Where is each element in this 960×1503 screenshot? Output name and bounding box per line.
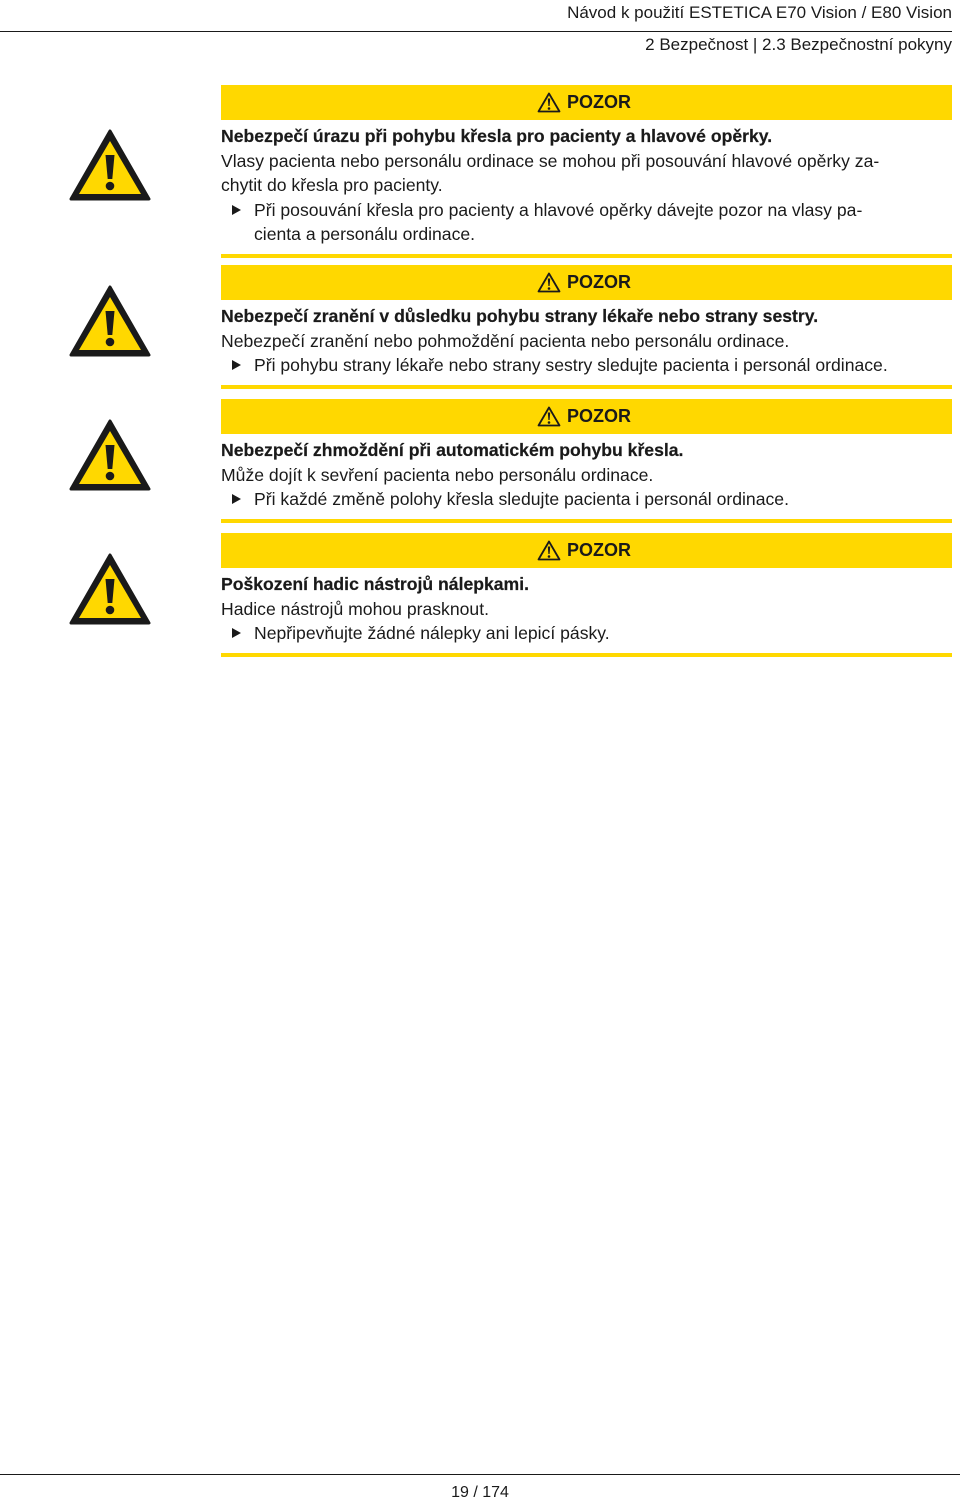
warning-headline: Nebezpečí zhmoždění při automatickém pohybu křesla.: [221, 440, 684, 460]
warning-headline: Poškození hadic nástrojů nálepkami.: [221, 574, 529, 594]
warning-signal-bar: [221, 265, 952, 300]
warning-description: Nebezpečí zranění nebo pohmoždění pacienta nebo personálu ordinace.: [221, 330, 790, 351]
warning-signal-bar: [221, 533, 952, 568]
warning-bottom-rule: [221, 519, 952, 523]
signal-word: POZOR: [567, 92, 632, 112]
arrow-right-icon: [232, 360, 241, 370]
warning-notice: [221, 265, 952, 389]
warning-action: Při každé změně polohy křesla sledujte pacienta i personál ordinace.: [221, 487, 952, 512]
warning-triangle-icon: [69, 129, 151, 201]
section-breadcrumb: 2 Bezpečnost | 2.3 Bezpečnostní pokyny: [645, 35, 952, 54]
signal-word: POZOR: [567, 540, 632, 560]
header-divider: [0, 31, 952, 32]
signal-word: POZOR: [567, 272, 632, 292]
warning-signal-bar: [221, 85, 952, 120]
warning-headline: Nebezpečí úrazu při pohybu křesla pro pacienty a hlavové opěrky.: [221, 126, 773, 146]
warning-notice: [221, 399, 952, 523]
warning-description: Hadice nástrojů mohou prasknout.: [221, 598, 489, 619]
warning-notice: [221, 533, 952, 657]
warning-triangle-icon: [69, 285, 151, 357]
warning-action: Při posouvání křesla pro pacienty a hlavové opěrky dávejte pozor na vlasy pa- cienta a personálu ordinace.: [221, 198, 952, 247]
page-number: 19 / 174: [451, 1484, 509, 1501]
signal-word: POZOR: [567, 406, 632, 426]
warning-description: Vlasy pacienta nebo personálu ordinace se mohou při posouvání hlavové opěrky za- chytit do křesla pro pacienty.: [221, 150, 880, 195]
arrow-right-icon: [232, 628, 241, 638]
warning-bottom-rule: [221, 254, 952, 258]
warning-bottom-rule: [221, 385, 952, 389]
small-warning-icon: [537, 406, 561, 427]
small-warning-icon: [537, 92, 561, 113]
warning-headline: Nebezpečí zranění v důsledku pohybu strany lékaře nebo strany sestry.: [221, 306, 819, 326]
warning-signal-bar: [221, 399, 952, 434]
document-title: Návod k použití ESTETICA E70 Vision / E80 Vision: [567, 3, 952, 22]
warning-triangle-icon: [69, 553, 151, 625]
warning-description: Může dojít k sevření pacienta nebo personálu ordinace.: [221, 464, 654, 485]
warning-action: Nepřipevňujte žádné nálepky ani lepicí pásky.: [221, 621, 952, 646]
arrow-right-icon: [232, 494, 241, 504]
warning-action: Při pohybu strany lékaře nebo strany sestry sledujte pacienta i personál ordinace.: [221, 353, 952, 378]
small-warning-icon: [537, 272, 561, 293]
small-warning-icon: [537, 540, 561, 561]
warning-triangle-icon: [69, 419, 151, 491]
footer-divider: [0, 1474, 960, 1475]
warning-bottom-rule: [221, 653, 952, 657]
warning-notice: [221, 85, 952, 258]
arrow-right-icon: [232, 205, 241, 215]
